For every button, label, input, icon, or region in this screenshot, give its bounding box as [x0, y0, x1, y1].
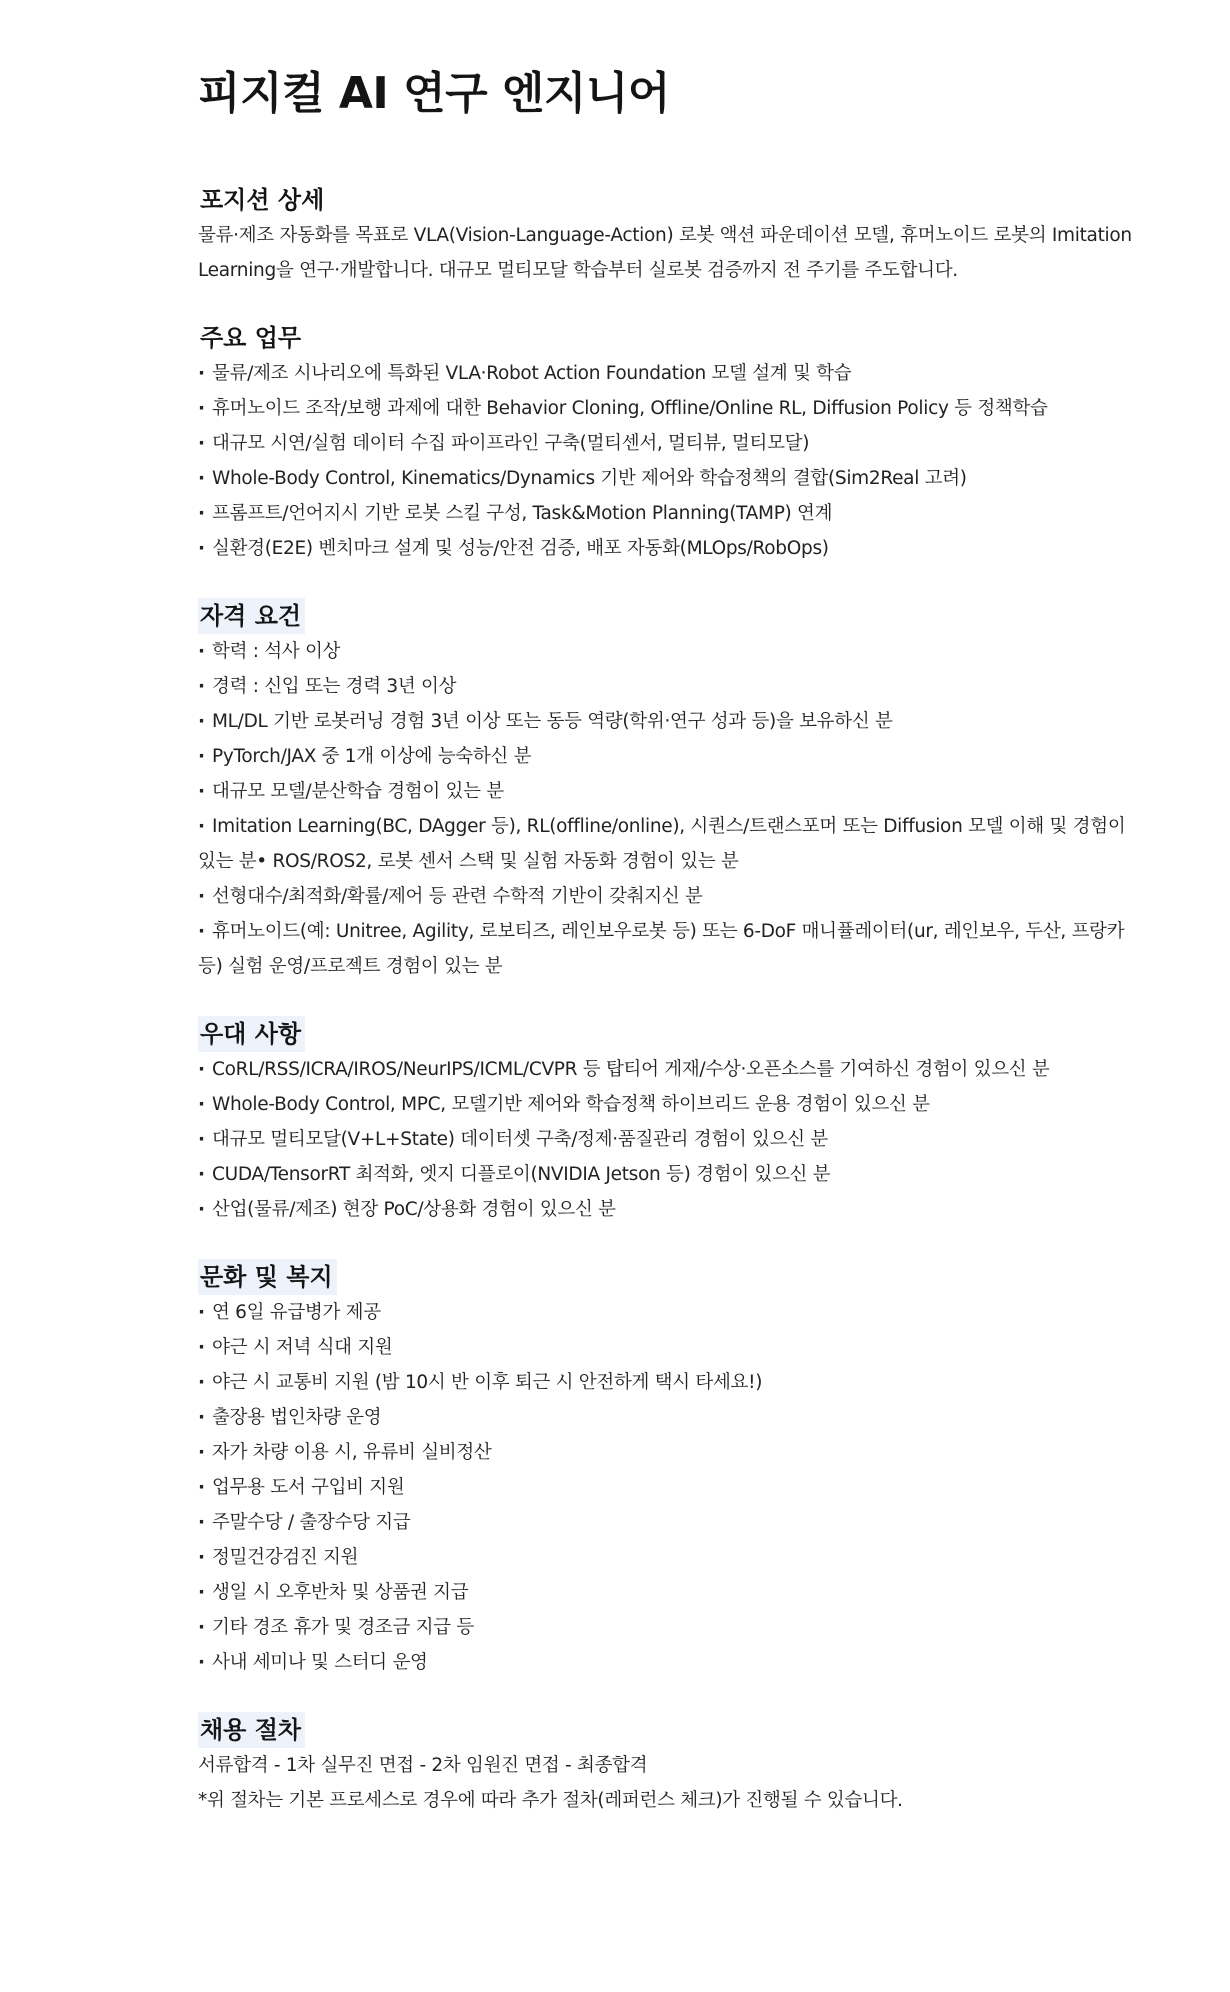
list-item: · 대규모 모델/분산학습 경험이 있는 분 — [198, 774, 1148, 809]
bullet-icon: · — [198, 676, 205, 697]
bullet-icon: · — [198, 886, 205, 907]
bullet-icon: · — [198, 1582, 205, 1603]
bullet-icon: · — [198, 1547, 205, 1568]
list-item: · 업무용 도서 구입비 지원 — [198, 1470, 1148, 1505]
list-item: · 야근 시 교통비 지원 (밤 10시 반 이후 퇴근 시 안전하게 택시 타세요!) — [198, 1365, 1148, 1400]
list-item: · 연 6일 유급병가 제공 — [198, 1295, 1148, 1330]
bullet-icon: · — [198, 1477, 205, 1498]
list-item: · Whole-Body Control, Kinematics/Dynamics 기반 제어와 학습정책의 결합(Sim2Real 고려) — [198, 461, 1148, 496]
section-main-duties — [198, 320, 1148, 566]
section-position-detail — [198, 182, 1148, 288]
section-culture — [198, 1259, 1148, 1680]
list-item: · 생일 시 오후반차 및 상품권 지급 — [198, 1575, 1148, 1610]
section-heading-culture: 문화 및 복지 — [198, 1259, 337, 1295]
bullet-icon: · — [198, 1302, 205, 1323]
section-qualifications — [198, 598, 1148, 984]
bullet-icon: · — [198, 1407, 205, 1428]
list-item: · Imitation Learning(BC, DAgger 등), RL(offline/online), 시퀀스/트랜스포머 또는 Diffusion 모델 이해 및 경험이 있는 분• ROS/ROS2, 로봇 센서 스택 및 실험 자동화 경험이 있는 분 — [198, 809, 1148, 879]
section-heading-main-duties: 주요 업무 — [200, 324, 302, 352]
main-duties-list — [198, 356, 1148, 566]
section-heading-position-detail: 포지션 상세 — [200, 186, 325, 214]
bullet-icon: · — [198, 538, 205, 559]
list-item: · ML/DL 기반 로봇러닝 경험 3년 이상 또는 동등 역량(학위·연구 성과 등)을 보유하신 분 — [198, 704, 1148, 739]
page-title: 피지컬 AI 연구 엔지니어 — [198, 68, 670, 119]
list-item: · 프롬프트/언어지시 기반 로봇 스킬 구성, Task&Motion Planning(TAMP) 연계 — [198, 496, 1148, 531]
list-item: · 출장용 법인차량 운영 — [198, 1400, 1148, 1435]
hiring-process-note: *위 절차는 기본 프로세스로 경우에 따라 추가 절차(레퍼런스 체크)가 진행될 수 있습니다. — [198, 1790, 903, 1811]
bullet-icon: · — [198, 1617, 205, 1638]
list-item: · 정밀건강검진 지원 — [198, 1540, 1148, 1575]
bullet-icon: · — [198, 921, 205, 942]
list-item: · 휴머노이드(예: Unitree, Agility, 로보티즈, 레인보우로봇 등) 또는 6-DoF 매니퓰레이터(ur, 레인보우, 두산, 프랑카 등) 실험 운영/프로젝트 경험이 있는 분 — [198, 914, 1148, 984]
bullet-icon: · — [198, 1164, 205, 1185]
list-item: · 자가 차량 이용 시, 유류비 실비정산 — [198, 1435, 1148, 1470]
bullet-icon: · — [198, 711, 205, 732]
list-item: · 경력 : 신입 또는 경력 3년 이상 — [198, 669, 1148, 704]
list-item: · 기타 경조 휴가 및 경조금 지급 등 — [198, 1610, 1148, 1645]
list-item: · CoRL/RSS/ICRA/IROS/NeurIPS/ICML/CVPR 등 탑티어 게재/수상·오픈소스를 기여하신 경험이 있으신 분 — [198, 1052, 1148, 1087]
job-posting-content — [198, 58, 1148, 1818]
bullet-icon: · — [198, 1512, 205, 1533]
hiring-process-steps: 서류합격 - 1차 실무진 면접 - 2차 임원진 면접 - 최종합격 — [198, 1755, 648, 1776]
bullet-icon: · — [198, 816, 205, 837]
section-heading-preferred: 우대 사항 — [198, 1016, 305, 1052]
bullet-icon: · — [198, 641, 205, 662]
bullet-icon: · — [198, 1372, 205, 1393]
culture-list — [198, 1295, 1148, 1680]
list-item: · 대규모 멀티모달(V+L+State) 데이터셋 구축/정제·품질관리 경험이 있으신 분 — [198, 1122, 1148, 1157]
list-item: · CUDA/TensorRT 최적화, 엣지 디플로이(NVIDIA Jetson 등) 경험이 있으신 분 — [198, 1157, 1148, 1192]
section-heading-qualifications: 자격 요건 — [198, 598, 305, 634]
list-item: · 대규모 시연/실험 데이터 수집 파이프라인 구축(멀티센서, 멀티뷰, 멀티모달) — [198, 426, 1148, 461]
bullet-icon: · — [198, 746, 205, 767]
list-item: · 주말수당 / 출장수당 지급 — [198, 1505, 1148, 1540]
list-item: · 물류/제조 시나리오에 특화된 VLA·Robot Action Foundation 모델 설계 및 학습 — [198, 356, 1148, 391]
list-item: · 산업(물류/제조) 현장 PoC/상용화 경험이 있으신 분 — [198, 1192, 1148, 1227]
position-detail-text: 물류·제조 자동화를 목표로 VLA(Vision-Language-Action) 로봇 액션 파운데이션 모델, 휴머노이드 로봇의 Imitation Learning을 연구·개발합니다. 대규모 멀티모달 학습부터 실로봇 검증까지 전 주기를 주도합니다. — [198, 225, 1132, 281]
bullet-icon: · — [198, 1059, 205, 1080]
bullet-icon: · — [198, 1129, 205, 1150]
bullet-icon: · — [198, 1652, 205, 1673]
bullet-icon: · — [198, 1337, 205, 1358]
list-item: · 야근 시 저녁 식대 지원 — [198, 1330, 1148, 1365]
section-preferred — [198, 1016, 1148, 1227]
bullet-icon: · — [198, 1199, 205, 1220]
qualifications-list — [198, 634, 1148, 984]
list-item: · PyTorch/JAX 중 1개 이상에 능숙하신 분 — [198, 739, 1148, 774]
section-hiring-process — [198, 1712, 1148, 1818]
bullet-icon: · — [198, 468, 205, 489]
list-item: · 사내 세미나 및 스터디 운영 — [198, 1645, 1148, 1680]
list-item: · 선형대수/최적화/확률/제어 등 관련 수학적 기반이 갖춰지신 분 — [198, 879, 1148, 914]
bullet-icon: · — [198, 503, 205, 524]
bullet-icon: · — [198, 433, 205, 454]
bullet-icon: · — [198, 781, 205, 802]
section-heading-hiring-process: 채용 절차 — [198, 1712, 305, 1748]
bullet-icon: · — [198, 363, 205, 384]
preferred-list — [198, 1052, 1148, 1227]
bullet-icon: · — [198, 1094, 205, 1115]
bullet-icon: · — [198, 398, 205, 419]
list-item: · 휴머노이드 조작/보행 과제에 대한 Behavior Cloning, Offline/Online RL, Diffusion Policy 등 정책학습 — [198, 391, 1148, 426]
bullet-icon: · — [198, 1442, 205, 1463]
list-item: · Whole-Body Control, MPC, 모델기반 제어와 학습정책 하이브리드 운용 경험이 있으신 분 — [198, 1087, 1148, 1122]
list-item: · 실환경(E2E) 벤치마크 설계 및 성능/안전 검증, 배포 자동화(MLOps/RobOps) — [198, 531, 1148, 566]
list-item: · 학력 : 석사 이상 — [198, 634, 1148, 669]
